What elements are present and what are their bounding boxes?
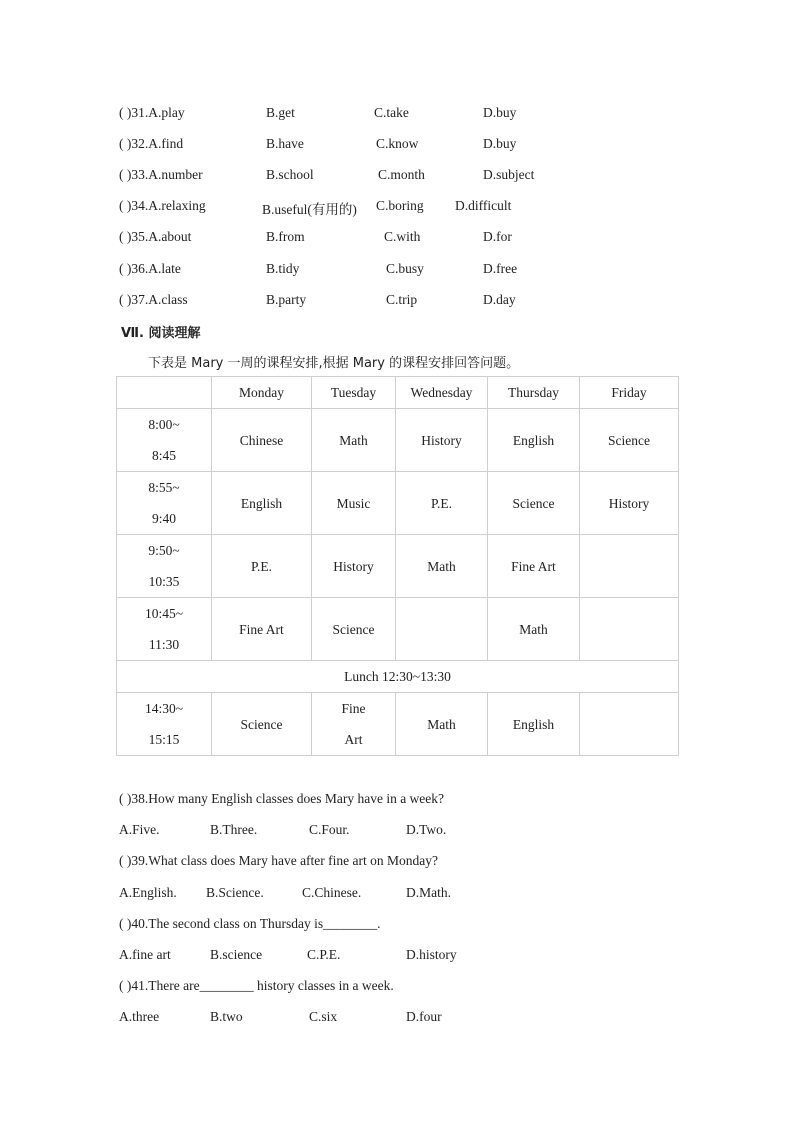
class-cell (580, 693, 679, 756)
question-40: ( )40.The second class on Thursday is________. (119, 916, 381, 931)
option-d: D.Math. (406, 885, 451, 900)
time-start: 8:00~ (148, 417, 180, 432)
mc-question-35: ( )35.A.about (119, 229, 192, 244)
section-title: Ⅶ. 阅读理解 (121, 326, 201, 341)
time-cell (117, 472, 212, 535)
mc-option-b: B.from (266, 229, 305, 244)
lunch-row (117, 661, 679, 693)
option-a: A.fine art (119, 947, 171, 962)
option-a: A.Five. (119, 822, 160, 837)
option-b: B.science (210, 947, 263, 962)
mc-option-c: C.take (374, 105, 409, 120)
question-41: ( )41.There are________ history classes in a week. (119, 978, 394, 993)
table-row (117, 535, 679, 598)
class-cell: Fine Art (488, 535, 580, 598)
option-b: B.Three. (210, 822, 258, 837)
mc-option-c: C.know (376, 136, 419, 151)
option-b: B.Science. (206, 885, 264, 900)
option-c: C.Chinese. (302, 885, 362, 900)
class-cell: Science (580, 409, 679, 472)
mc-question-31: ( )31.A.play (119, 105, 185, 120)
mc-option-d: D.for (483, 229, 512, 244)
class-cell (396, 598, 488, 661)
class-cell (580, 598, 679, 661)
mc-option-d: D.free (483, 261, 518, 276)
class-cell: English (212, 472, 312, 535)
class-cell: History (396, 409, 488, 472)
day-header: Monday (212, 377, 312, 409)
time-end: 11:30 (148, 637, 180, 652)
mc-option-d: D.day (483, 292, 516, 307)
option-c: C.six (309, 1009, 338, 1024)
time-start: 8:55~ (148, 480, 180, 495)
mc-option-b: B.get (266, 105, 295, 120)
class-cell: Science (488, 472, 580, 535)
mc-option-c: C.month (378, 167, 425, 182)
class-cell: P.E. (212, 535, 312, 598)
mc-option-c: C.boring (376, 198, 424, 213)
class-cell (312, 693, 396, 756)
time-end: 10:35 (148, 574, 180, 589)
mc-option-b: B.school (266, 167, 314, 182)
table-row (117, 409, 679, 472)
mc-question-33: ( )33.A.number (119, 167, 203, 182)
day-header: Thursday (488, 377, 580, 409)
class-cell: Fine Art (212, 598, 312, 661)
section-intro: 下表是 Mary 一周的课程安排,根据 Mary 的课程安排回答问题。 (148, 356, 520, 371)
class-line-1: Fine (341, 701, 366, 716)
mc-question-36: ( )36.A.late (119, 261, 181, 276)
mc-option-c: C.trip (386, 292, 418, 307)
mc-option-b: B.party (266, 292, 307, 307)
time-cell (117, 693, 212, 756)
class-cell: History (580, 472, 679, 535)
schedule-table (116, 376, 679, 756)
option-b: B.two (210, 1009, 243, 1024)
time-start: 9:50~ (148, 543, 180, 558)
mc-question-34: ( )34.A.relaxing (119, 198, 206, 213)
option-d: D.four (406, 1009, 442, 1024)
class-cell: English (488, 693, 580, 756)
class-cell (580, 535, 679, 598)
day-header: Tuesday (312, 377, 396, 409)
mc-option-d: D.subject (483, 167, 535, 182)
option-c: C.P.E. (307, 947, 341, 962)
mc-option-b: B.have (266, 136, 304, 151)
mc-option-b: B.useful(有用的) (262, 202, 357, 217)
time-cell (117, 535, 212, 598)
table-corner-cell (117, 377, 212, 409)
class-cell: Science (212, 693, 312, 756)
option-c: C.Four. (309, 822, 350, 837)
option-d: D.Two. (406, 822, 447, 837)
time-cell (117, 598, 212, 661)
mc-question-37: ( )37.A.class (119, 292, 188, 307)
mc-option-d: D.difficult (455, 198, 512, 213)
time-end: 8:45 (151, 448, 176, 463)
mc-option-c: C.busy (386, 261, 424, 276)
day-header: Wednesday (396, 377, 488, 409)
time-start: 14:30~ (144, 701, 184, 716)
option-a: A.English. (119, 885, 177, 900)
class-cell: Science (312, 598, 396, 661)
class-cell: Math (312, 409, 396, 472)
time-end: 15:15 (148, 732, 180, 747)
question-39: ( )39.What class does Mary have after fine art on Monday? (119, 853, 439, 868)
class-cell: Math (396, 535, 488, 598)
mc-option-b: B.tidy (266, 261, 300, 276)
lunch-cell: Lunch 12:30~13:30 (117, 661, 679, 693)
mc-question-32: ( )32.A.find (119, 136, 184, 151)
class-cell: Chinese (212, 409, 312, 472)
class-cell: Math (396, 693, 488, 756)
class-cell: English (488, 409, 580, 472)
option-d: D.history (406, 947, 457, 962)
table-row (117, 472, 679, 535)
time-cell (117, 409, 212, 472)
mc-option-d: D.buy (483, 136, 517, 151)
mc-option-d: D.buy (483, 105, 517, 120)
mc-option-c: C.with (384, 229, 421, 244)
class-cell: Music (312, 472, 396, 535)
option-a: A.three (119, 1009, 160, 1024)
class-line-2: Art (344, 732, 363, 747)
time-start: 10:45~ (144, 606, 184, 621)
class-cell: P.E. (396, 472, 488, 535)
time-end: 9:40 (151, 511, 176, 526)
class-cell: Math (488, 598, 580, 661)
table-row (117, 693, 679, 756)
day-header: Friday (580, 377, 679, 409)
table-header-row (117, 377, 679, 409)
class-cell: History (312, 535, 396, 598)
table-row (117, 598, 679, 661)
question-38: ( )38.How many English classes does Mary have in a week? (119, 791, 445, 806)
